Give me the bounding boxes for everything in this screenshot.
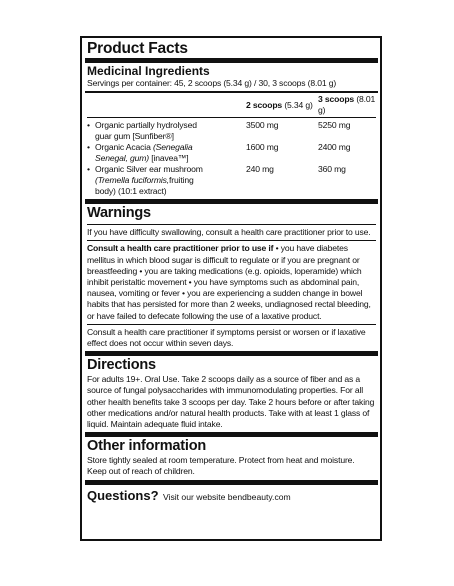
medicinal-ingredients-title: Medicinal Ingredients: [87, 64, 210, 78]
table-row: • Organic Acacia (Senegalia Senegal, gum) [inavea™] 1600 mg 2400 mg: [87, 142, 351, 164]
table-header-row: [87, 93, 376, 118]
questions-title: Questions?: [87, 487, 159, 503]
col-2-scoops: 2 scoops (5.34 g): [246, 99, 313, 110]
warnings-text-2: Consult a health care practitioner prior to use if • you have diabetes mellitus in which blood sugar is difficult to regulate or if you are pregnant or breastfeeding • you are taking medications (e.g. opioids, loperamide) which inhibit peristaltic movement • you have symptoms such as abdominal pain, nausea, vomiting or fever • you are experiencing a sudden change in bowel habits that has persisted for more than 2 weeks, undiagnosed rectal bleeding, or have failed to defecate following the use of a laxative product.: [87, 243, 371, 321]
ingredients-table: [87, 93, 376, 197]
product-facts-panel: [80, 36, 382, 541]
questions-line: [87, 485, 376, 505]
table-row: • Organic Silver ear mushroom (Tremella fuciformis,fruiting body) (10:1 extract) 240 mg 360 mg: [87, 164, 346, 197]
directions-title: Directions: [87, 357, 156, 374]
other-information-text: Store tightly sealed at room temperature. Protect from heat and moisture. Keep out of reach of children.: [87, 455, 355, 477]
col-3-scoops: 3 scoops (8.01 g): [318, 94, 376, 116]
table-row: • Organic partially hydrolysed guar gum [Sunfiber®] 3500 mg 5250 mg: [87, 120, 351, 142]
warnings-title: Warnings: [87, 205, 151, 222]
questions-text: Visit our website bendbeauty.com: [162, 491, 291, 502]
warnings-text-3: Consult a health care practitioner if symptoms persist or worsen or if laxative effect does not occur within seven days.: [87, 326, 366, 349]
servings-text: Servings per container: 45, 2 scoops (5.34 g) / 30, 3 scoops (8.01 g): [87, 78, 337, 88]
other-information-title: Other information: [87, 438, 207, 455]
warnings-text-1: If you have difficulty swallowing, consult a health care practitioner prior to use.: [87, 227, 371, 238]
product-facts-title: Product Facts: [87, 40, 188, 57]
directions-text: For adults 19+. Oral Use. Take 2 scoops daily as a source of fiber and as a source of fungal polysaccharides with immunomodulating properties. For all other health benefits take 3 scoops per day. Take 2 hours before or after taking other medications and/or natural health products. Take with at least 1 glass of liquid. Maintain adequate fluid intake.: [87, 374, 375, 430]
